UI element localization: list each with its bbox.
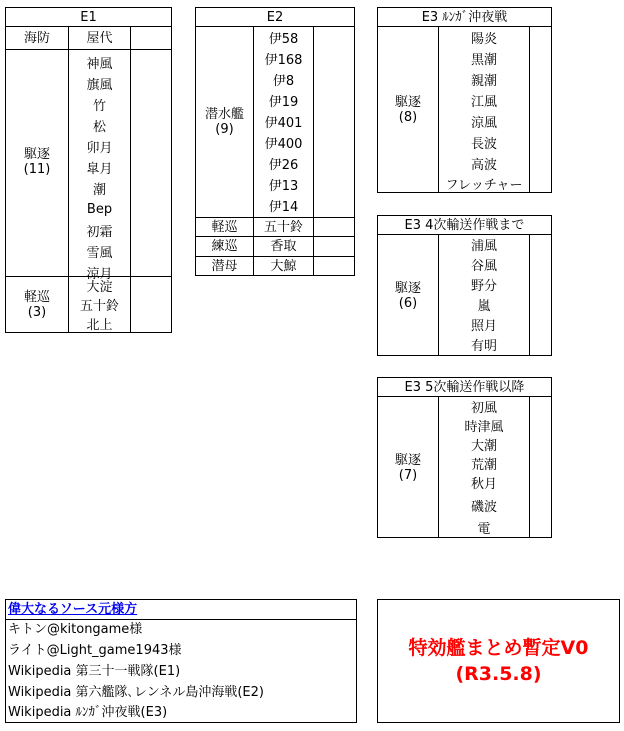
e1-light-cruiser-list (69, 276, 130, 333)
ship-name: 初風 (470, 401, 497, 416)
source-item: キトン@kitongame様 (8, 622, 143, 637)
ship-name: 伊14 (268, 200, 299, 215)
e1-destroyer-count: (11) (23, 161, 51, 177)
ship-name: 高波 (470, 158, 497, 173)
e3-transport5-table (377, 377, 552, 538)
e3-transport5-type-label: 駆逐 (394, 452, 421, 468)
summary-title-box (377, 599, 620, 723)
e3-lunga-count: (8) (398, 110, 418, 125)
ship-name: 時津風 (464, 420, 504, 435)
ship-name: 親潮 (470, 74, 497, 89)
summary-title: 特効艦まとめ暫定V0 (408, 637, 589, 659)
e1-type-destroyer (6, 50, 68, 273)
e3-transport4-table (377, 215, 552, 356)
ship-name: 江風 (470, 95, 497, 110)
e1-destroyer-label: 駆逐 (23, 146, 50, 162)
ship-name: 電 (477, 522, 491, 537)
e3-transport5-count: (7) (398, 467, 418, 483)
ship-name: 五十鈴 (79, 299, 119, 314)
e3-transport4-list (439, 234, 529, 354)
source-item: ライト@Light_game1943様 (8, 643, 182, 658)
ship-name: 伊58 (268, 32, 299, 47)
e3-lunga-type-label: 駆逐 (394, 95, 421, 110)
e3-transport5-type (378, 397, 438, 538)
ship-name: 初霜 (86, 225, 113, 240)
ship-name: 神風 (86, 57, 113, 72)
ship-name: 涼風 (470, 116, 497, 131)
e2-type-training-cruiser: 練巡 (211, 239, 238, 254)
ship-name: 伊168 (264, 53, 303, 68)
e3-transport4-type (378, 235, 438, 356)
e1-type-light-cruiser (6, 277, 68, 333)
ship-name: 陽炎 (470, 32, 497, 47)
ship-name: 涼月 (86, 267, 113, 282)
ship-name: 嵐 (477, 298, 491, 314)
ship-name: 五十鈴 (263, 219, 303, 235)
ship-name: 伊26 (268, 158, 299, 173)
e2-submarine-label: 潜水艦 (204, 107, 244, 122)
ship-name: 卯月 (86, 141, 113, 156)
ship-name: 雪風 (86, 246, 113, 261)
ship-name: 照月 (470, 318, 497, 334)
e3-transport4-type-label: 駆逐 (394, 280, 421, 296)
e2-type-light-cruiser: 軽巡 (211, 219, 238, 235)
ship-name: 長波 (470, 137, 497, 152)
ship-name: 浦風 (470, 238, 497, 254)
ship-name: 竹 (92, 99, 106, 114)
e3-transport4-count: (6) (398, 295, 418, 311)
ship-name: 松 (92, 120, 106, 135)
e2-title: E2 (266, 9, 284, 25)
ship-name: 谷風 (470, 258, 497, 274)
e2-submarine-list (254, 27, 313, 216)
summary-date: (R3.5.8) (455, 663, 542, 685)
ship-name: 伊19 (268, 95, 299, 110)
e2-type-submarine-tender: 潜母 (211, 258, 238, 274)
source-item: Wikipedia 第六艦隊､レンネル島沖海戦(E2) (8, 685, 264, 700)
source-item: Wikipedia 第三十一戦隊(E1) (8, 664, 181, 679)
ship-name: 大潮 (470, 439, 497, 454)
e2-submarine-count: (9) (215, 122, 234, 137)
sources-title: 偉大なるソース元様方 (8, 602, 138, 617)
ship-name: 旗風 (86, 78, 113, 93)
e2-type-submarine (196, 27, 253, 217)
ship-name: 伊8 (272, 74, 295, 89)
ship-name: フレッチャー (445, 178, 523, 193)
ship-name: 皐月 (86, 162, 113, 177)
ship-name: 潮 (92, 183, 106, 198)
e1-light-cruiser-label: 軽巡 (23, 290, 50, 305)
e1-light-cruiser-count: (3) (27, 305, 47, 320)
e1-table (5, 7, 172, 333)
ship-name: 秋月 (470, 477, 497, 492)
e1-title: E1 (80, 9, 97, 25)
e3-lunga-title: E3 ﾙﾝｶﾞ沖夜戦 (421, 9, 508, 25)
e3-transport5-list (439, 397, 529, 537)
e3-transport5-title: E3 5次輸送作戦以降 (404, 379, 525, 395)
e1-destroyer-list (69, 52, 130, 283)
ship-name: 大淀 (86, 280, 113, 295)
ship-name: 荒潮 (470, 458, 497, 473)
e1-type-kaibo: 海防 (23, 30, 50, 46)
ship-name: 伊401 (264, 116, 303, 131)
e3-lunga-type (378, 27, 438, 193)
ship-name: 磯波 (470, 499, 497, 515)
sources-box (5, 599, 357, 723)
ship-name: 有明 (470, 338, 497, 354)
ship-name: 伊13 (268, 179, 299, 194)
e3-transport4-title: E3 4次輸送作戦まで (404, 217, 525, 233)
e3-lunga-table (377, 7, 552, 193)
ship-name: 北上 (86, 318, 113, 333)
e1-ship-yashiro: 屋代 (86, 30, 113, 46)
source-item: Wikipedia ﾙﾝｶﾞ沖夜戦(E3) (8, 705, 168, 720)
ship-name: 黒潮 (470, 53, 497, 68)
e2-table (195, 7, 355, 276)
ship-name: 伊400 (264, 137, 303, 152)
ship-name: 野分 (470, 278, 497, 294)
ship-name: 香取 (270, 239, 297, 254)
ship-name: Bep (86, 202, 113, 217)
ship-name: 大鯨 (270, 258, 297, 274)
e3-lunga-list (439, 27, 529, 193)
